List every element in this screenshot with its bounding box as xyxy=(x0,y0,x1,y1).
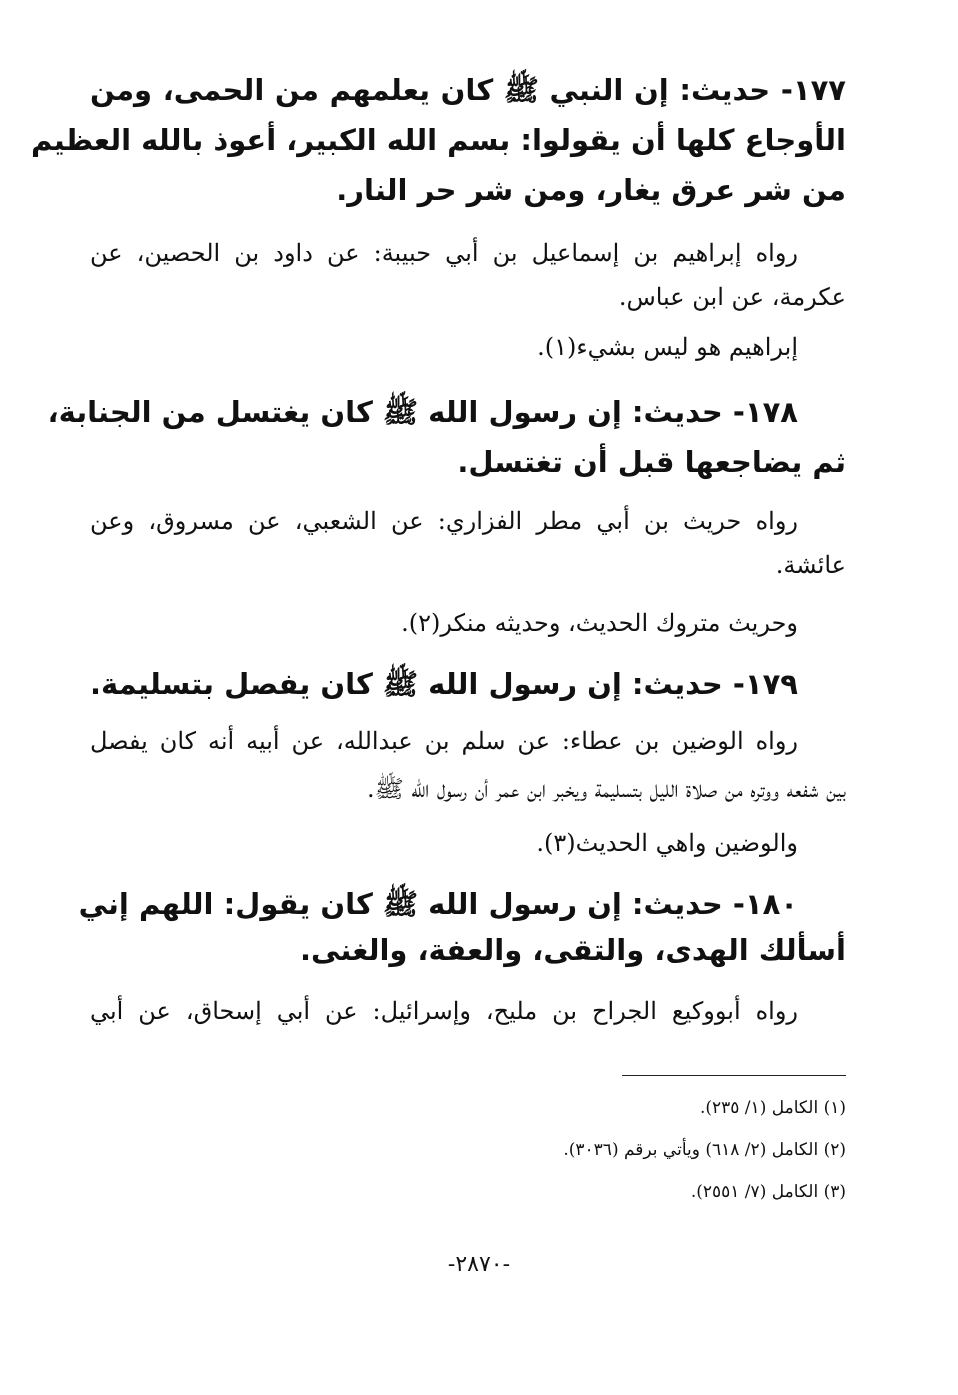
commentary-177-line-3: إبراهيم هو ليس بشيء(١). xyxy=(537,333,798,361)
hadith-177-line-3: من شر عرق يغار، ومن شر حر النار. xyxy=(336,173,846,207)
commentary-178-line-3: وحريث متروك الحديث، وحديثه منكر(٢). xyxy=(401,609,798,637)
hadith-177-line-2: الأوجاع كلها أن يقولوا: بسم الله الكبير، أعوذ بالله العظيم xyxy=(31,123,846,157)
page-number: -٢٨٧٠- xyxy=(447,1252,511,1277)
footnote-1: (١) الكامل (١/ ٢٣٥). xyxy=(699,1098,846,1118)
commentary-178-line-2: عائشة. xyxy=(775,551,846,579)
commentary-179-line-1: رواه الوضين بن عطاء: عن سلم بن عبدالله، عن أبيه أنه كان يفصل xyxy=(90,727,798,755)
hadith-178-line-2: ثم يضاجعها قبل أن تغتسل. xyxy=(457,445,846,479)
hadith-180-line-1: ١٨٠- حديث: إن رسول الله ﷺ كان يقول: اللهم إني xyxy=(78,887,798,921)
footnote-3: (٣) الكامل (٧/ ٢٥٥١). xyxy=(690,1182,846,1202)
commentary-179-line-3: والوضين واهي الحديث(٣). xyxy=(536,829,798,857)
hadith-178-line-1: ١٧٨- حديث: إن رسول الله ﷺ كان يغتسل من الجنابة، xyxy=(47,395,798,429)
commentary-177-line-1: رواه إبراهيم بن إسماعيل بن أبي حبيبة: عن داود بن الحصين، عن xyxy=(90,239,798,267)
commentary-178-line-1: رواه حريث بن أبي مطر الفزاري: عن الشعبي، عن مسروق، وعن xyxy=(90,507,798,535)
commentary-180-line-1: رواه أبووكيع الجراح بن مليح، وإسرائيل: عن أبي إسحاق، عن أبي xyxy=(90,997,798,1025)
footnote-separator xyxy=(622,1075,846,1076)
footnote-2: (٢) الكامل (٢/ ٦١٨) ويأتي برقم (٣٠٣٦). xyxy=(563,1140,846,1160)
hadith-180-line-2: أسألك الهدى، والتقى، والعفة، والغنى. xyxy=(300,933,846,967)
commentary-177-line-2: عكرمة، عن ابن عباس. xyxy=(618,283,846,311)
hadith-179-line-1: ١٧٩- حديث: إن رسول الله ﷺ كان يفصل بتسليمة. xyxy=(90,667,798,701)
commentary-179-line-2: بين شفعه ووتره من صلاة الليل بتسليمة ويخبر ابن عمر أن رسول الله ﷺ. xyxy=(367,775,846,803)
hadith-177-line-1: ١٧٧- حديث: إن النبي ﷺ كان يعلمهم من الحمى، ومن xyxy=(90,73,846,107)
